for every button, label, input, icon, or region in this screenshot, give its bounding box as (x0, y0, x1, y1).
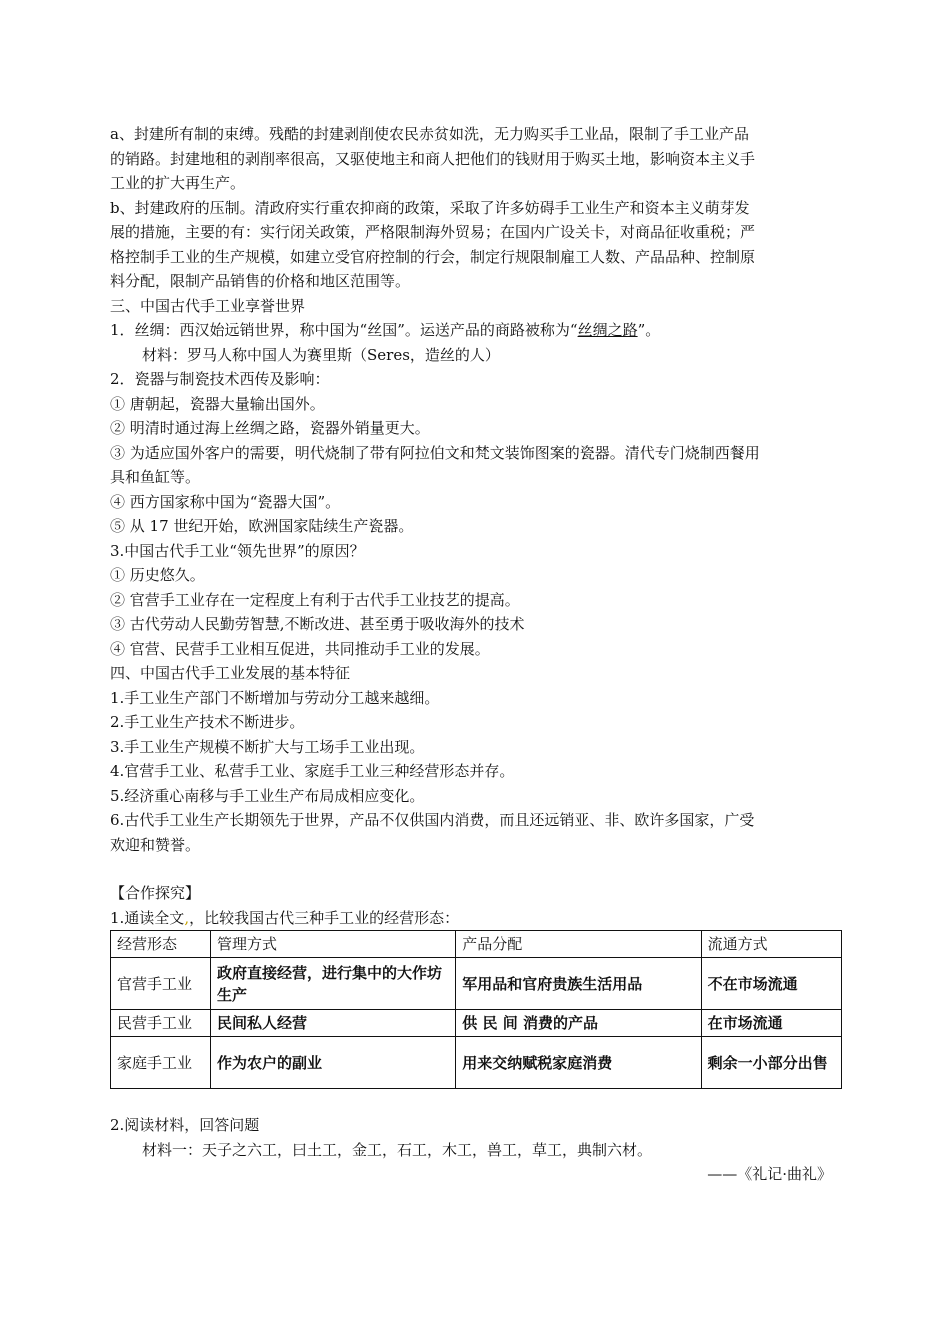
table-row (111, 958, 842, 1010)
table-cell: 家庭手工业 (111, 1037, 211, 1089)
silk-line (110, 318, 842, 343)
spacer (110, 857, 842, 881)
table-header-cell: 管理方式 (210, 931, 455, 958)
spacer (110, 1089, 842, 1113)
porcelain-line: ⑤ 从 17 世纪开始，欧洲国家陆续生产瓷器。 (110, 517, 414, 535)
features-line: 四、中国古代手工业发展的基本特征 (110, 664, 351, 682)
comparison-table (110, 930, 842, 1089)
document-page (110, 122, 842, 1187)
silk-road-term: 丝绸之路 (577, 321, 638, 339)
table-row (111, 1037, 842, 1089)
porcelain-line: ② 明清时通过海上丝绸之路，瓷器外销量更大。 (110, 419, 430, 437)
table-header-cell: 经营形态 (111, 931, 211, 958)
reasons-line: ③ 古代劳动人民勤劳智慧,不断改进、甚至勇于吸收海外的技术 (110, 615, 525, 633)
material-source: ——《礼记·曲礼》 (707, 1165, 832, 1183)
question-1-post: ，比较我国古代三种手工业的经营形态： (189, 908, 460, 927)
reasons-line: 3.中国古代手工业“领先世界”的原因？ (110, 541, 365, 560)
text-cursor-mark: , (184, 908, 190, 927)
table-cell: 政府直接经营，进行集中的大作坊生产 (210, 958, 455, 1010)
paragraph-line: b、封建政府的压制。清政府实行重农抑商的政策，采取了许多妨碍手工业生产和资本主义萌芽发 (110, 198, 750, 217)
paragraph-line: 展的措施，主要的有：实行闭关政策，严格限制海外贸易；在国内广设关卡，对商品征收重税；严 (110, 223, 756, 241)
features-line: 欢迎和赞誉。 (110, 835, 201, 854)
features-line: 4.官营手工业、私营手工业、家庭手工业三种经营形态并存。 (110, 762, 515, 780)
table-cell: 剩余一小部分出售 (701, 1037, 841, 1089)
features-line: 3.手工业生产规模不断扩大与工场手工业出现。 (110, 737, 425, 756)
table-header-cell: 流通方式 (701, 931, 841, 958)
paragraph-line: 格控制手工业的生产规模，如建立受官府控制的行会，制定行规限制雇工人数、产品品种、控制原 (110, 247, 756, 266)
table-cell: 民间私人经营 (210, 1010, 455, 1037)
porcelain-line: ④ 西方国家称中国为“瓷器大国”。 (110, 492, 341, 511)
silk-text-post: ”。 (637, 321, 661, 339)
table-header-row (111, 931, 842, 958)
features-line: 2.手工业生产技术不断进步。 (110, 713, 305, 731)
paragraph-line: a、封建所有制的束缚。残酷的封建剥削使农民赤贫如洗，无力购买手工业品，限制了手工业产品 (110, 125, 749, 143)
paragraph-line: 的销路。封建地租的剥削率很高，又驱使地主和商人把他们的钱财用于购买土地，影响资本主义手 (110, 149, 756, 168)
table-cell: 用来交纳赋税家庭消费 (456, 1037, 701, 1089)
silk-material: 材料：罗马人称中国人为赛里斯（Seres，造丝的人） (142, 345, 500, 364)
reasons-line: ④ 官营、民营手工业相互促进，共同推动手工业的发展。 (110, 639, 490, 658)
features-line: 6.古代手工业生产长期领先于世界，产品不仅供国内消费，而且还远销亚、非、欧许多国家，广受 (110, 811, 755, 829)
table-cell: 不在市场流通 (701, 958, 841, 1010)
porcelain-line: ③ 为适应国外客户的需要，明代烧制了带有阿拉伯文和梵文装饰图案的瓷器。清代专门烧制西餐用 (110, 443, 760, 462)
table-cell: 官营手工业 (111, 958, 211, 1010)
table-row (111, 1010, 842, 1037)
question-1 (110, 906, 842, 931)
features-line: 5.经济重心南移与手工业生产布局成相应变化。 (110, 786, 425, 805)
table-cell: 供 民 间 消费的产品 (456, 1010, 701, 1037)
table-header-cell: 产品分配 (456, 931, 701, 958)
table-cell: 军用品和官府贵族生活用品 (456, 958, 701, 1010)
reasons-line: ① 历史悠久。 (110, 566, 205, 584)
silk-text-pre: 1．丝绸：西汉始远销世界，称中国为“丝国”。运送产品的商路被称为“ (110, 321, 578, 339)
table-cell: 作为农户的副业 (210, 1037, 455, 1089)
question-1-pre: 1.通读全文 (110, 908, 185, 927)
porcelain-line: 具和鱼缸等。 (110, 468, 201, 486)
features-line: 1.手工业生产部门不断增加与劳动分工越来越细。 (110, 688, 440, 707)
question-2: 2.阅读材料，回答问题 (110, 1116, 260, 1134)
section-heading: 三、中国古代手工业享誉世界 (110, 296, 306, 315)
paragraph-line: 工业的扩大再生产。 (110, 174, 246, 192)
reasons-line: ② 官营手工业存在一定程度上有利于古代手工业技艺的提高。 (110, 590, 520, 609)
table-cell: 在市场流通 (701, 1010, 841, 1037)
material-one: 材料一：天子之六工，曰土工，金工，石工，木工，兽工，草工，典制六材。 (142, 1140, 653, 1159)
porcelain-line: ① 唐朝起，瓷器大量输出国外。 (110, 394, 325, 413)
porcelain-line: 2．瓷器与制瓷技术西传及影响： (110, 370, 330, 388)
explore-heading: 【合作探究】 (110, 884, 201, 902)
paragraph-line: 料分配，限制产品销售的价格和地区范围等。 (110, 272, 411, 290)
table-cell: 民营手工业 (111, 1010, 211, 1037)
